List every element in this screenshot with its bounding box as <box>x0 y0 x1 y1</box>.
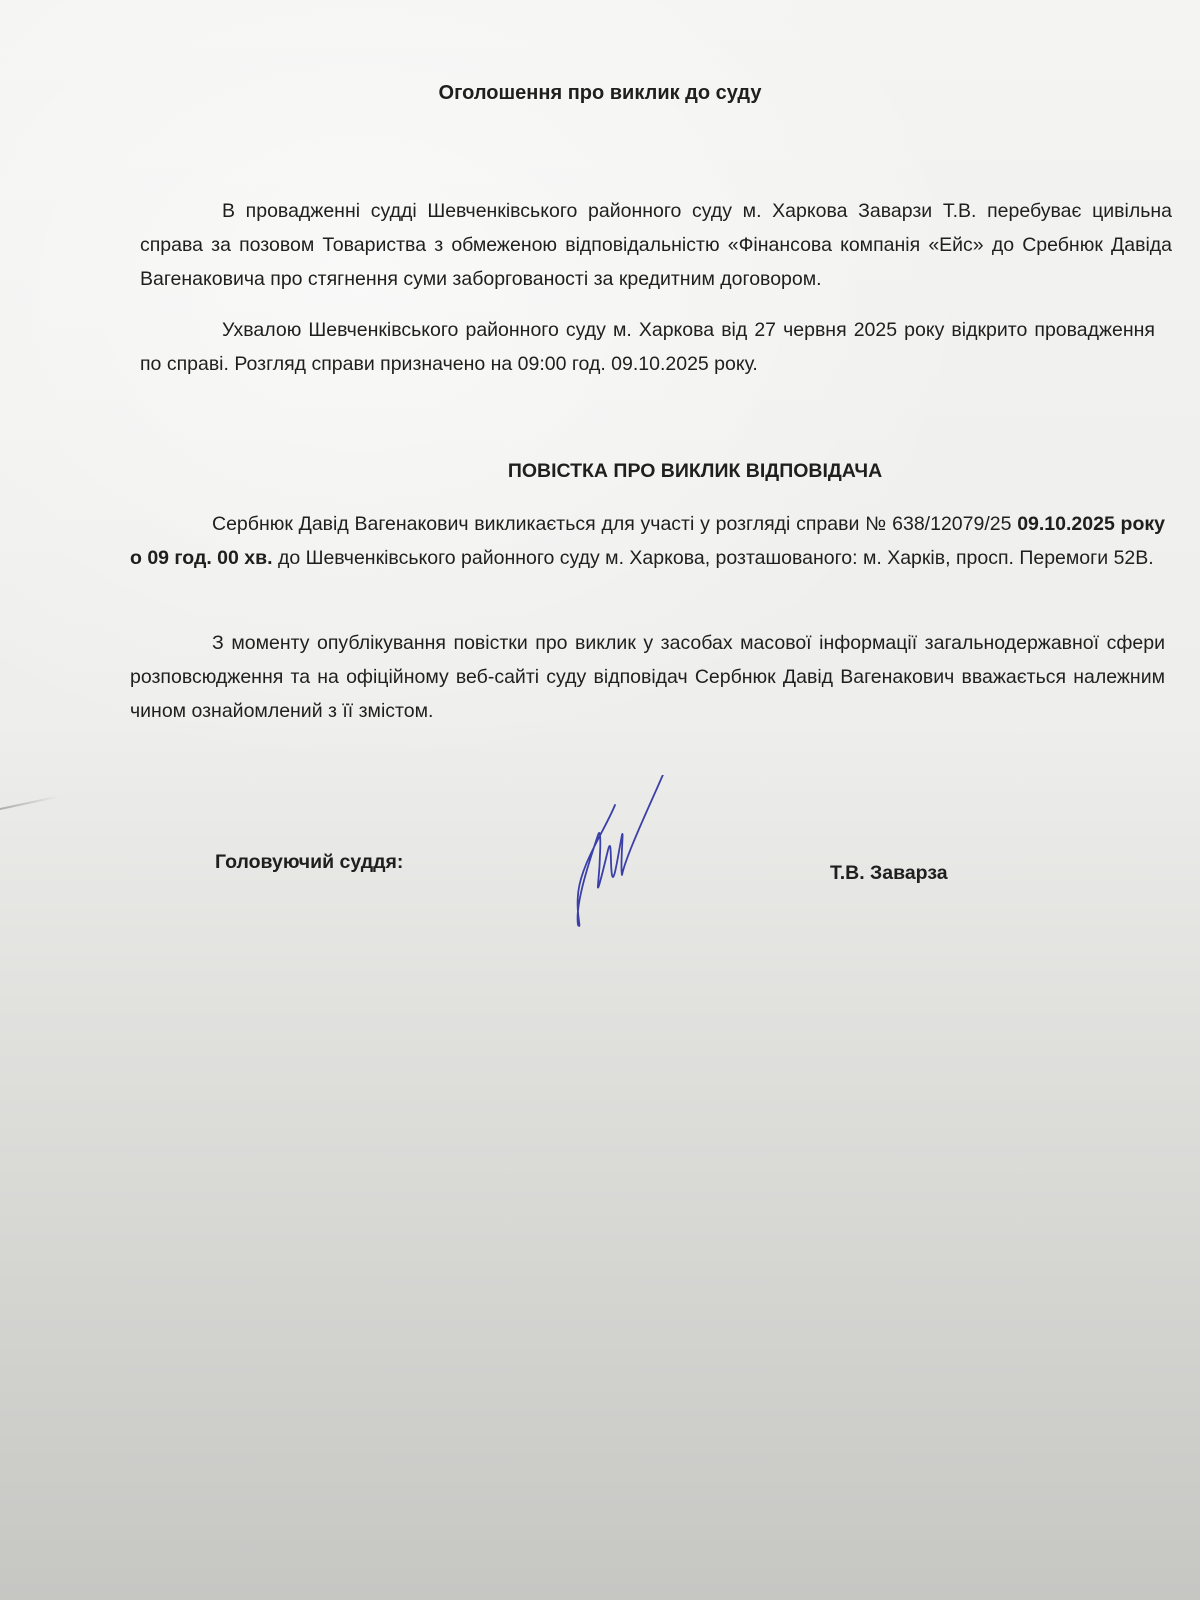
signature-stroke <box>578 775 665 926</box>
document-title: Оголошення про виклик до суду <box>438 82 762 104</box>
hearing-datetime: 09.10.2025 року о 09 год. 00 хв. <box>130 513 1165 569</box>
judge-signature <box>570 775 690 945</box>
summons-heading: ПОВІСТКА ПРО ВИКЛИК ВІДПОВІДАЧА <box>507 460 883 482</box>
hearing-schedule-paragraph: Ухвалою Шевченківського районного суду м. Харкова від 27 червня 2025 року відкрито провадження по справі. Розгляд справи призначено на 09:00 год. 09.10.2025 року. <box>140 319 1155 375</box>
summons-paragraph <box>130 507 1165 575</box>
case-description-paragraph: В провадженні судді Шевченківського районного суду м. Харкова Заварзи Т.В. перебуває цивільна справа за позовом Товариства з обмеженою відповідальністю «Фінансова компанія «Ейс» до Сребнюк Давіда Вагенаковича про стягнення суми заборгованості за кредитним договором. <box>140 200 1172 290</box>
paper-fold-mark <box>0 796 59 810</box>
publication-notice-paragraph: З моменту опублікування повістки про виклик у засобах масової інформації загальнодержавної сфери розповсюдження та на офіційному веб-сайті суду відповідач Сербнюк Давід Вагенакович вважається належним чином ознайомлений з її змістом. <box>130 632 1165 722</box>
summons-text-start: Сербнюк Давід Вагенакович викликається для участі у розгляді справи № 638/12079/25 <box>212 513 1018 535</box>
summons-text-end: до Шевченківського районного суду м. Харкова, розташованого: м. Харків, просп. Перемоги 52В. <box>272 547 1154 569</box>
presiding-judge-label: Головуючий суддя: <box>215 851 404 873</box>
presiding-judge-name: Т.В. Заварза <box>830 862 948 884</box>
